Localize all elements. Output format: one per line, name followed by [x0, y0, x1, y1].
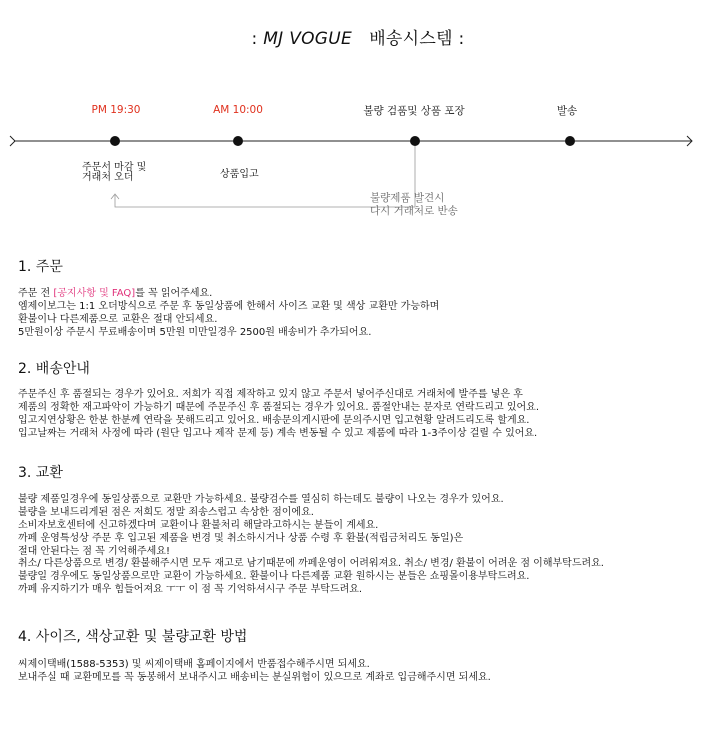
order-line [18, 288, 439, 301]
defect-note-line: 불량제품 발견시 [370, 192, 445, 204]
order-line-text: 를 꼭 읽어주세요. [135, 288, 213, 299]
order-line: 환불이나 다른제품으로 교환은 절대 안되세요. [18, 313, 218, 325]
defect-return-note [370, 192, 458, 218]
timeline-desc-order-line: 주문서 마감 및 [82, 162, 147, 173]
method-line: 보내주실 때 교환메모를 꼭 동봉해서 보내주시고 배송비는 분실위험이 있으므로 계좌로 입금해주시면 되세요. [18, 671, 491, 683]
delivery-line: 주문주신 후 품절되는 경우가 있어요. 저희가 직접 제작하고 있지 않고 주문서 넣어주신대로 거래처에 발주를 넣은 후 [18, 389, 523, 400]
timeline-dot-shipping [565, 136, 575, 146]
delivery-line: 입고날짜는 거래처 사정에 따라 (원단 입고나 제작 문제 등) 계속 변동될 수 있고 제품에 따라 1-3주이상 걸릴 수 있어요. [18, 427, 538, 439]
section-body-exchange [18, 494, 604, 597]
timeline-time-order: PM 19:30 [91, 104, 141, 116]
exchange-line: 소비자보호센터에 신고하겠다며 교환이나 환불처리 해달라고하시는 분들이 계세요. [18, 519, 379, 531]
section-heading-exchange-method: 4. 사이즈, 색상교환 및 불량교환 방법 [18, 629, 248, 645]
section-heading-exchange: 3. 교환 [18, 465, 63, 481]
delivery-line: 입고지연상황은 한분 한분께 연락을 못해드리고 있어요. 배송문의게시판에 문의주시면 입고현황 알려드리도록 할게요. [18, 414, 530, 426]
timeline-dot-order [110, 136, 120, 146]
section-body-exchange-method [18, 659, 491, 685]
timeline-dot-arrival [233, 136, 243, 146]
exchange-line: 불량 제품일경우에 동일상품으로 교환만 가능하세요. 불량검수를 열심히 하는데도 불량이 나오는 경우가 있어요. [18, 494, 504, 505]
title-prefix: : [251, 29, 258, 49]
exchange-line: 불량을 보내드리게된 점은 저희도 정말 죄송스럽고 속상한 점이에요. [18, 506, 314, 518]
exchange-line: 불량일 경우에도 동일상품으로만 교환이 가능하세요. 환불이나 다른제품 교환 원하시는 분들은 쇼핑몰이용부탁드려요. [18, 571, 530, 583]
method-line: 씨제이택배(1588-5353) 및 씨제이택배 홈페이지에서 반품접수해주시면 되세요. [18, 659, 370, 670]
title-suffix: 배송시스템 : [369, 29, 465, 49]
timeline-desc-order-line: 거래처 오더 [82, 172, 134, 183]
timeline-label-shipping: 발송 [556, 105, 578, 117]
delivery-timeline [0, 95, 716, 225]
page-title [0, 24, 716, 49]
exchange-line: 절대 안된다는 점 꼭 기억해주세요! [18, 545, 170, 557]
timeline-dot-inspection [410, 136, 420, 146]
exchange-line: 취소/ 다른상품으로 변경/ 환불해주시면 모두 재고로 남기때문에 까페운영이 어려워져요. 취소/ 변경/ 환불이 어려운 점 이해부탁드려요. [18, 558, 604, 570]
section-body-delivery [18, 389, 539, 441]
order-line-text: 주문 전 [18, 288, 54, 299]
exchange-line: 까페 유지하기가 매우 힘들어져요 ㅜㅜ 이 점 꼭 기억하셔시구 주문 부탁드려요. [18, 584, 363, 596]
delivery-line: 제품의 정확한 재고파악이 가능하기 때문에 주문주신 후 품절되는 경우가 있어요. 품절안내는 문자로 연락드리고 있어요. [18, 401, 540, 413]
notice-faq-link[interactable]: [공지사항 및 FAQ] [53, 288, 136, 299]
section-body-order [18, 288, 439, 340]
order-line: 5만원이상 주문시 무료배송이며 5만원 미만일경우 2500원 배송비가 추가되어요. [18, 326, 372, 338]
section-heading-order: 1. 주문 [18, 259, 63, 275]
defect-note-line: 다시 거래처로 반송 [370, 205, 458, 217]
timeline-desc-arrival: 상품입고 [220, 169, 259, 180]
exchange-line: 까페 운영특성상 주문 후 입고된 제품을 변경 및 취소하시거나 상품 수령 후 환불(적립금처리도 동일)은 [18, 532, 464, 544]
timeline-label-inspection: 불량 검품및 상품 포장 [363, 105, 465, 117]
timeline-time-arrival: AM 10:00 [213, 104, 263, 116]
order-line: 엠제이보그는 1:1 오더방식으로 주문 후 동일상품에 한해서 사이즈 교환 및 색상 교환만 가능하며 [18, 300, 440, 312]
brand-name: MJ VOGUE [263, 29, 353, 49]
timeline-desc-order [82, 163, 146, 183]
section-heading-delivery: 2. 배송안내 [18, 361, 90, 377]
